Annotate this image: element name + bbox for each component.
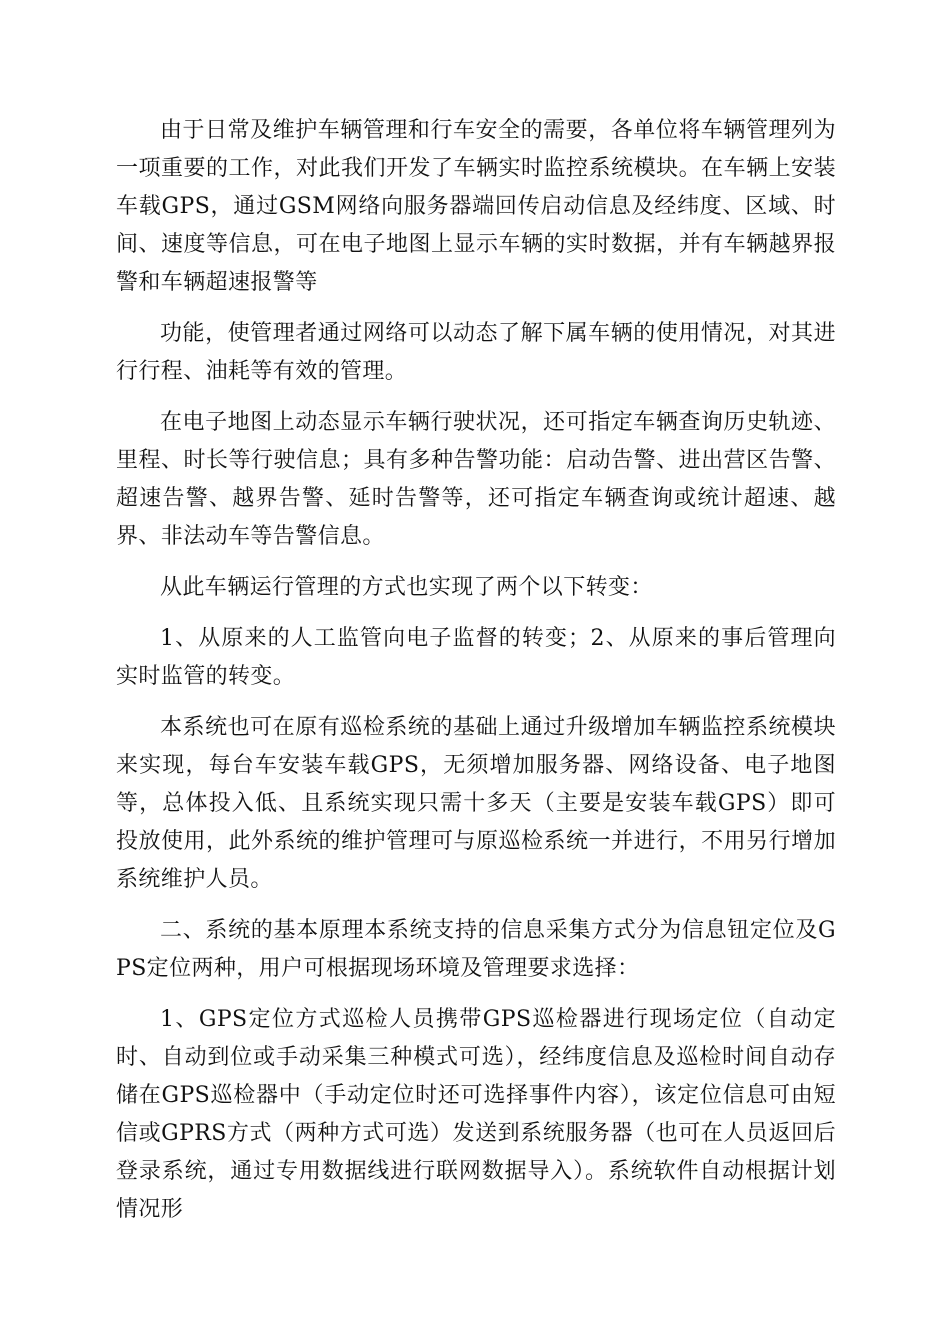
paragraph-1: 由于日常及维护车辆管理和行车安全的需要，各单位将车辆管理列为一项重要的工作，对此我们开发了车辆实时监控系统模块。在车辆上安装车载GPS，通过GSM网络向服务器端回传启动信息及经纬度、区域、时间、速度等信息，可在电子地图上显示车辆的实时数据，并有车辆越界报警和车辆超速报警等 bbox=[116, 118, 836, 295]
paragraph-7: 二、系统的基本原理本系统支持的信息采集方式分为信息钮定位及GPS定位两种，用户可根据现场环境及管理要求选择： bbox=[116, 918, 836, 981]
paragraph-5: 1、从原来的人工监管向电子监督的转变；2、从原来的事后管理向实时监管的转变。 bbox=[116, 626, 836, 689]
document-body bbox=[116, 112, 836, 1242]
paragraph-3: 在电子地图上动态显示车辆行驶状况，还可指定车辆查询历史轨迹、里程、时长等行驶信息；具有多种告警功能：启动告警、进出营区告警、超速告警、越界告警、延时告警等，还可指定车辆查询或统计超速、越界、非法动车等告警信息。 bbox=[116, 410, 836, 549]
paragraph-4: 从此车辆运行管理的方式也实现了两个以下转变： bbox=[160, 575, 653, 600]
paragraph-8: 1、GPS定位方式巡检人员携带GPS巡检器进行现场定位（自动定时、自动到位或手动采集三种模式可选），经纬度信息及巡检时间自动存储在GPS巡检器中（手动定位时还可选择事件内容），该定位信息可由短信或GPRS方式（两种方式可选）发送到系统服务器（也可在人员返回后登录系统，通过专用数据线进行联网数据导入）。系统软件自动根据计划情况形 bbox=[116, 1007, 836, 1222]
paragraph-6: 本系统也可在原有巡检系统的基础上通过升级增加车辆监控系统模块来实现，每台车安装车载GPS，无须增加服务器、网络设备、电子地图等，总体投入低、且系统实现只需十多天（主要是安装车载GPS）即可投放使用，此外系统的维护管理可与原巡检系统一并进行，不用另行增加系统维护人员。 bbox=[116, 715, 836, 892]
paragraph-2: 功能，使管理者通过网络可以动态了解下属车辆的使用情况，对其进行行程、油耗等有效的管理。 bbox=[116, 321, 836, 384]
